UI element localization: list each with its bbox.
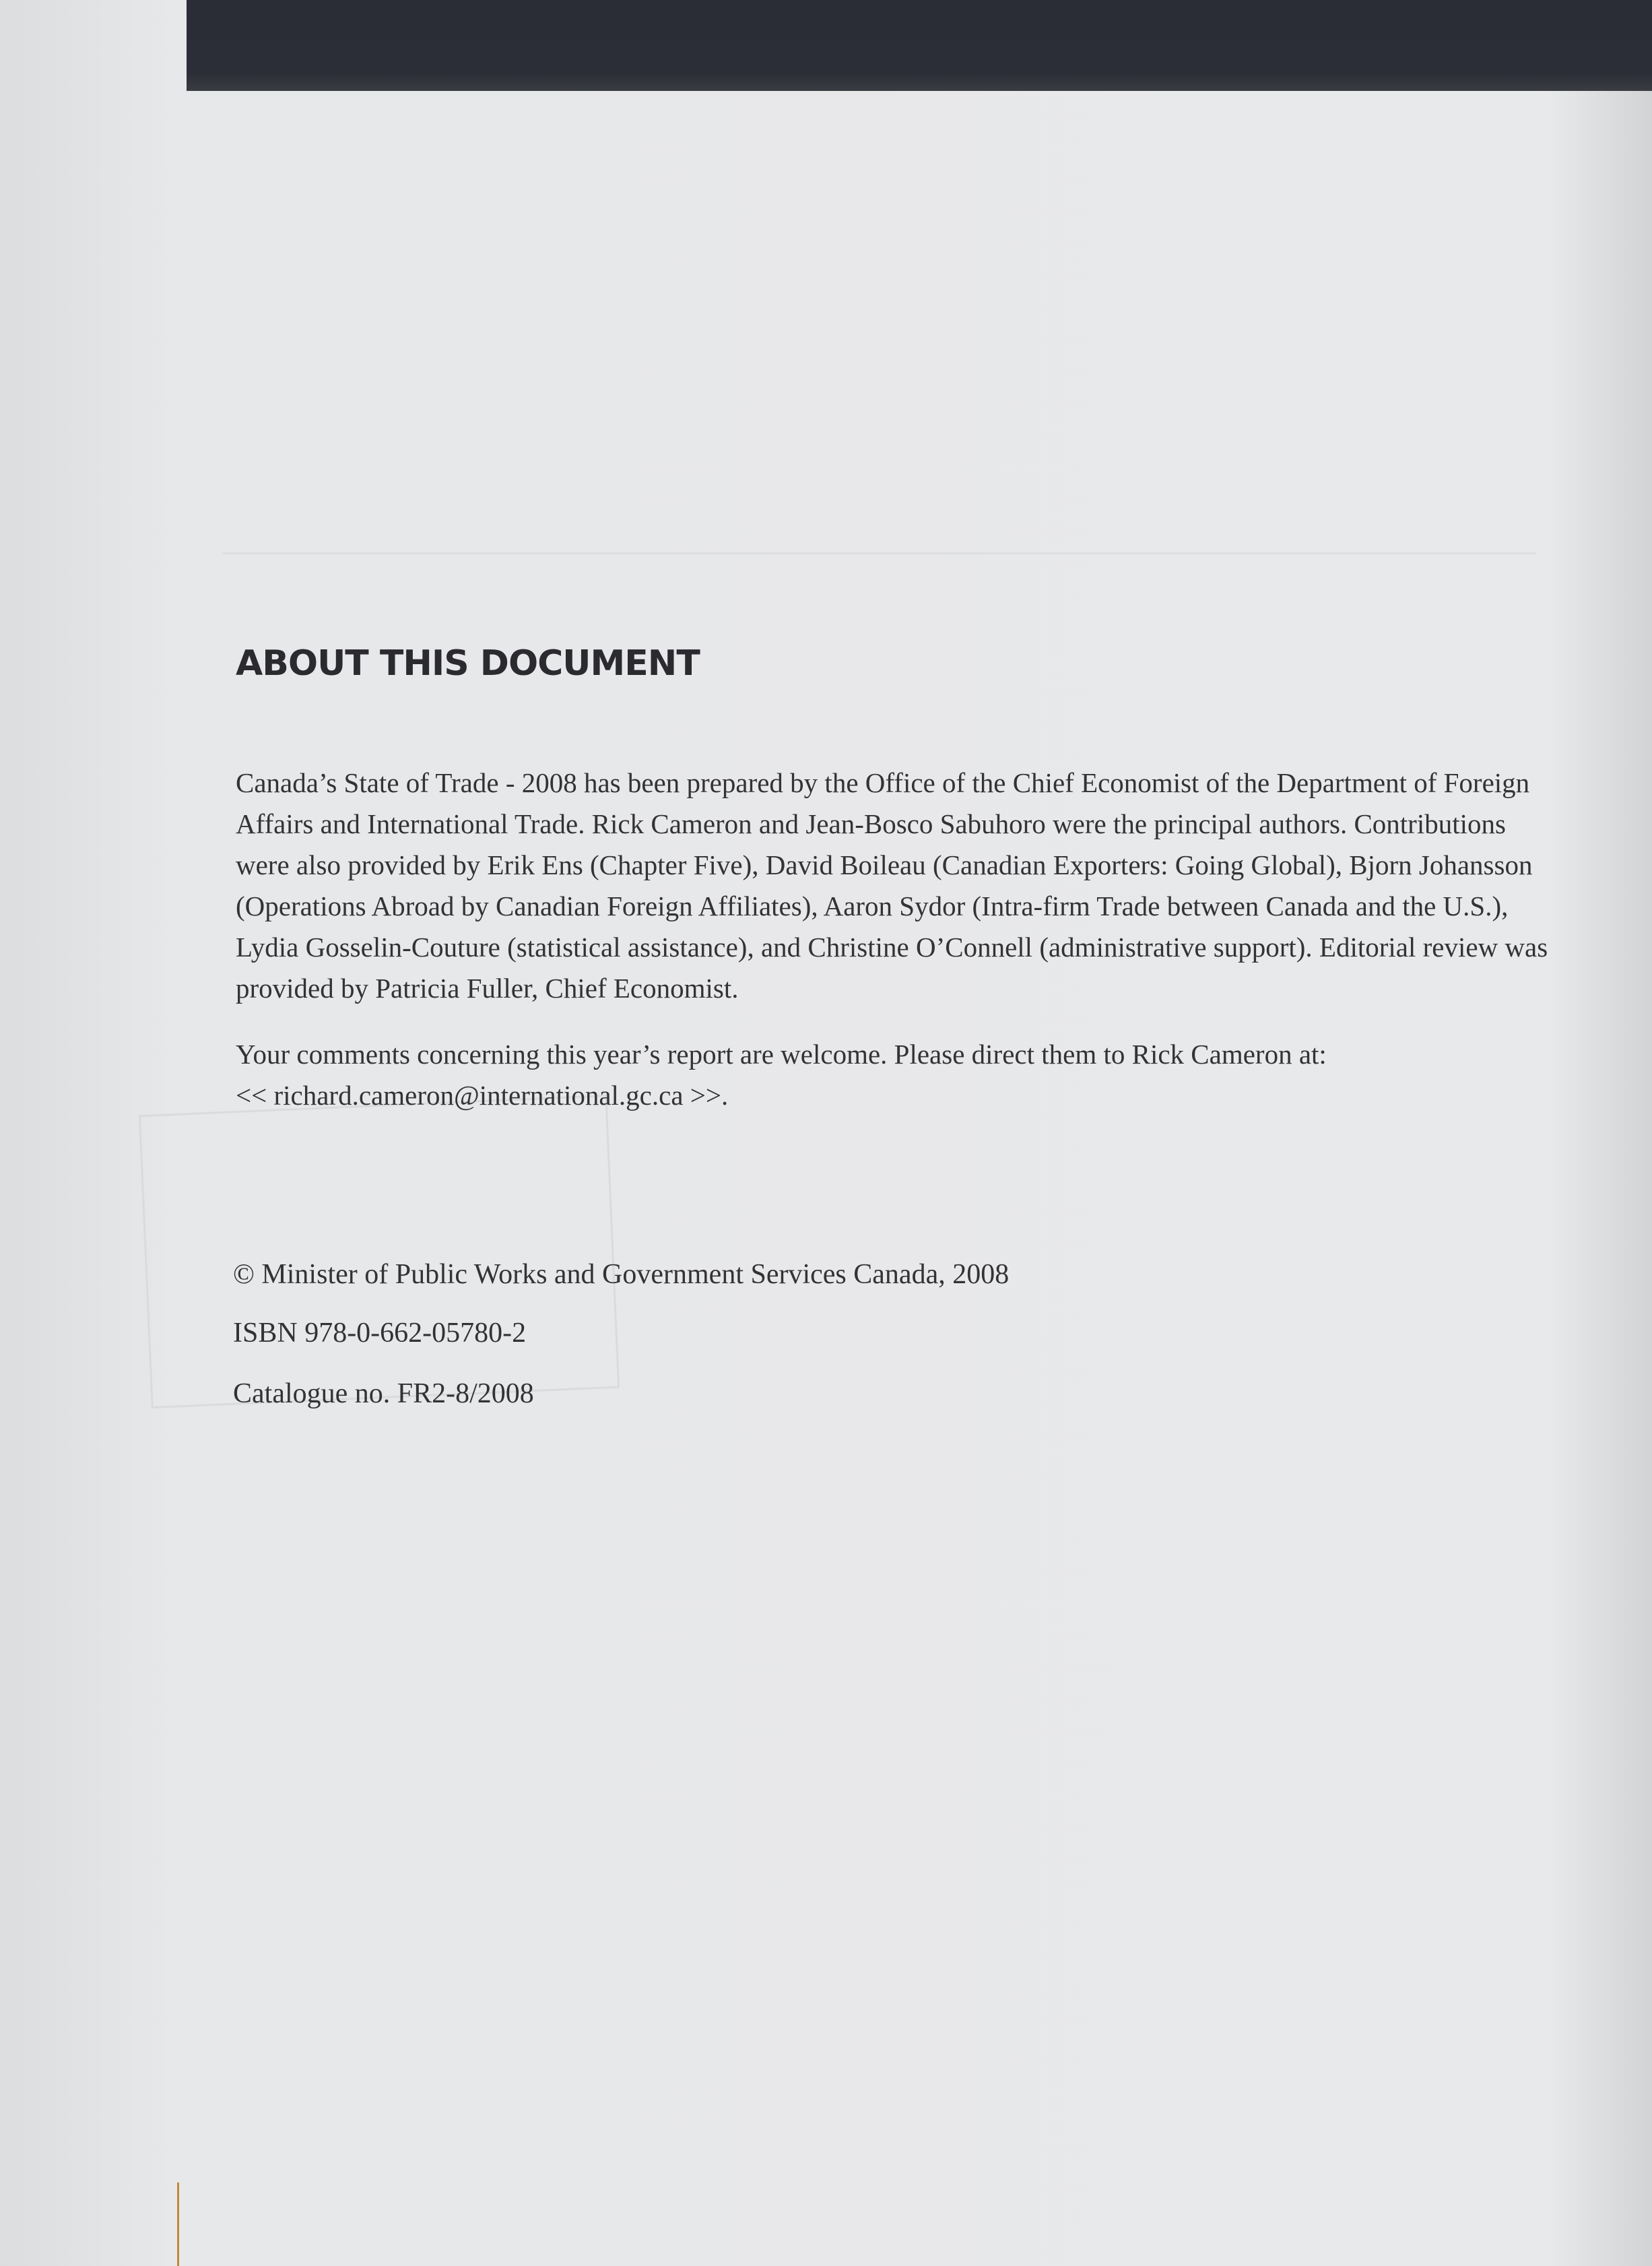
- top-color-band: [187, 0, 1652, 91]
- catalogue-line: Catalogue no. FR2-8/2008: [233, 1378, 534, 1409]
- bleed-through-rule: [222, 552, 1535, 554]
- authorship-paragraph: Canada’s State of Trade - 2008 has been prepared by the Office of the Chief Economist of the Department of Foreign Affairs and International Trade. Rick Cameron and Jean-Bosco Sabuhoro were the principal authors. Contributions were also provided by Erik Ens (Chapter Five), David Boileau (Canadian Exporters: Going Global), Bjorn Johansson (Operations Abroad by Canadian Foreign Affiliates), Aaron Sydor (Intra-firm Trade between Canada and the U.S.), Lydia Gosselin-Couture (statistical assistance), and Christine O’Connell (administrative support). Editorial review was provided by Patricia Fuller, Chief Economist.: [236, 767, 1548, 1004]
- section-heading: ABOUT THIS DOCUMENT: [236, 643, 700, 684]
- margin-accent-rule: [177, 2182, 179, 2266]
- comments-paragraph: [236, 1034, 1556, 1116]
- isbn-line: ISBN 978-0-662-05780-2: [233, 1318, 527, 1349]
- faded-stamp-mark: [139, 1095, 620, 1409]
- contact-email: << richard.cameron@international.gc.ca >>.: [236, 1080, 729, 1111]
- comments-text: Your comments concerning this year’s report are welcome. Please direct them to Rick Cameron at:: [236, 1039, 1327, 1070]
- copyright-line: © Minister of Public Works and Government Services Canada, 2008: [233, 1259, 1010, 1290]
